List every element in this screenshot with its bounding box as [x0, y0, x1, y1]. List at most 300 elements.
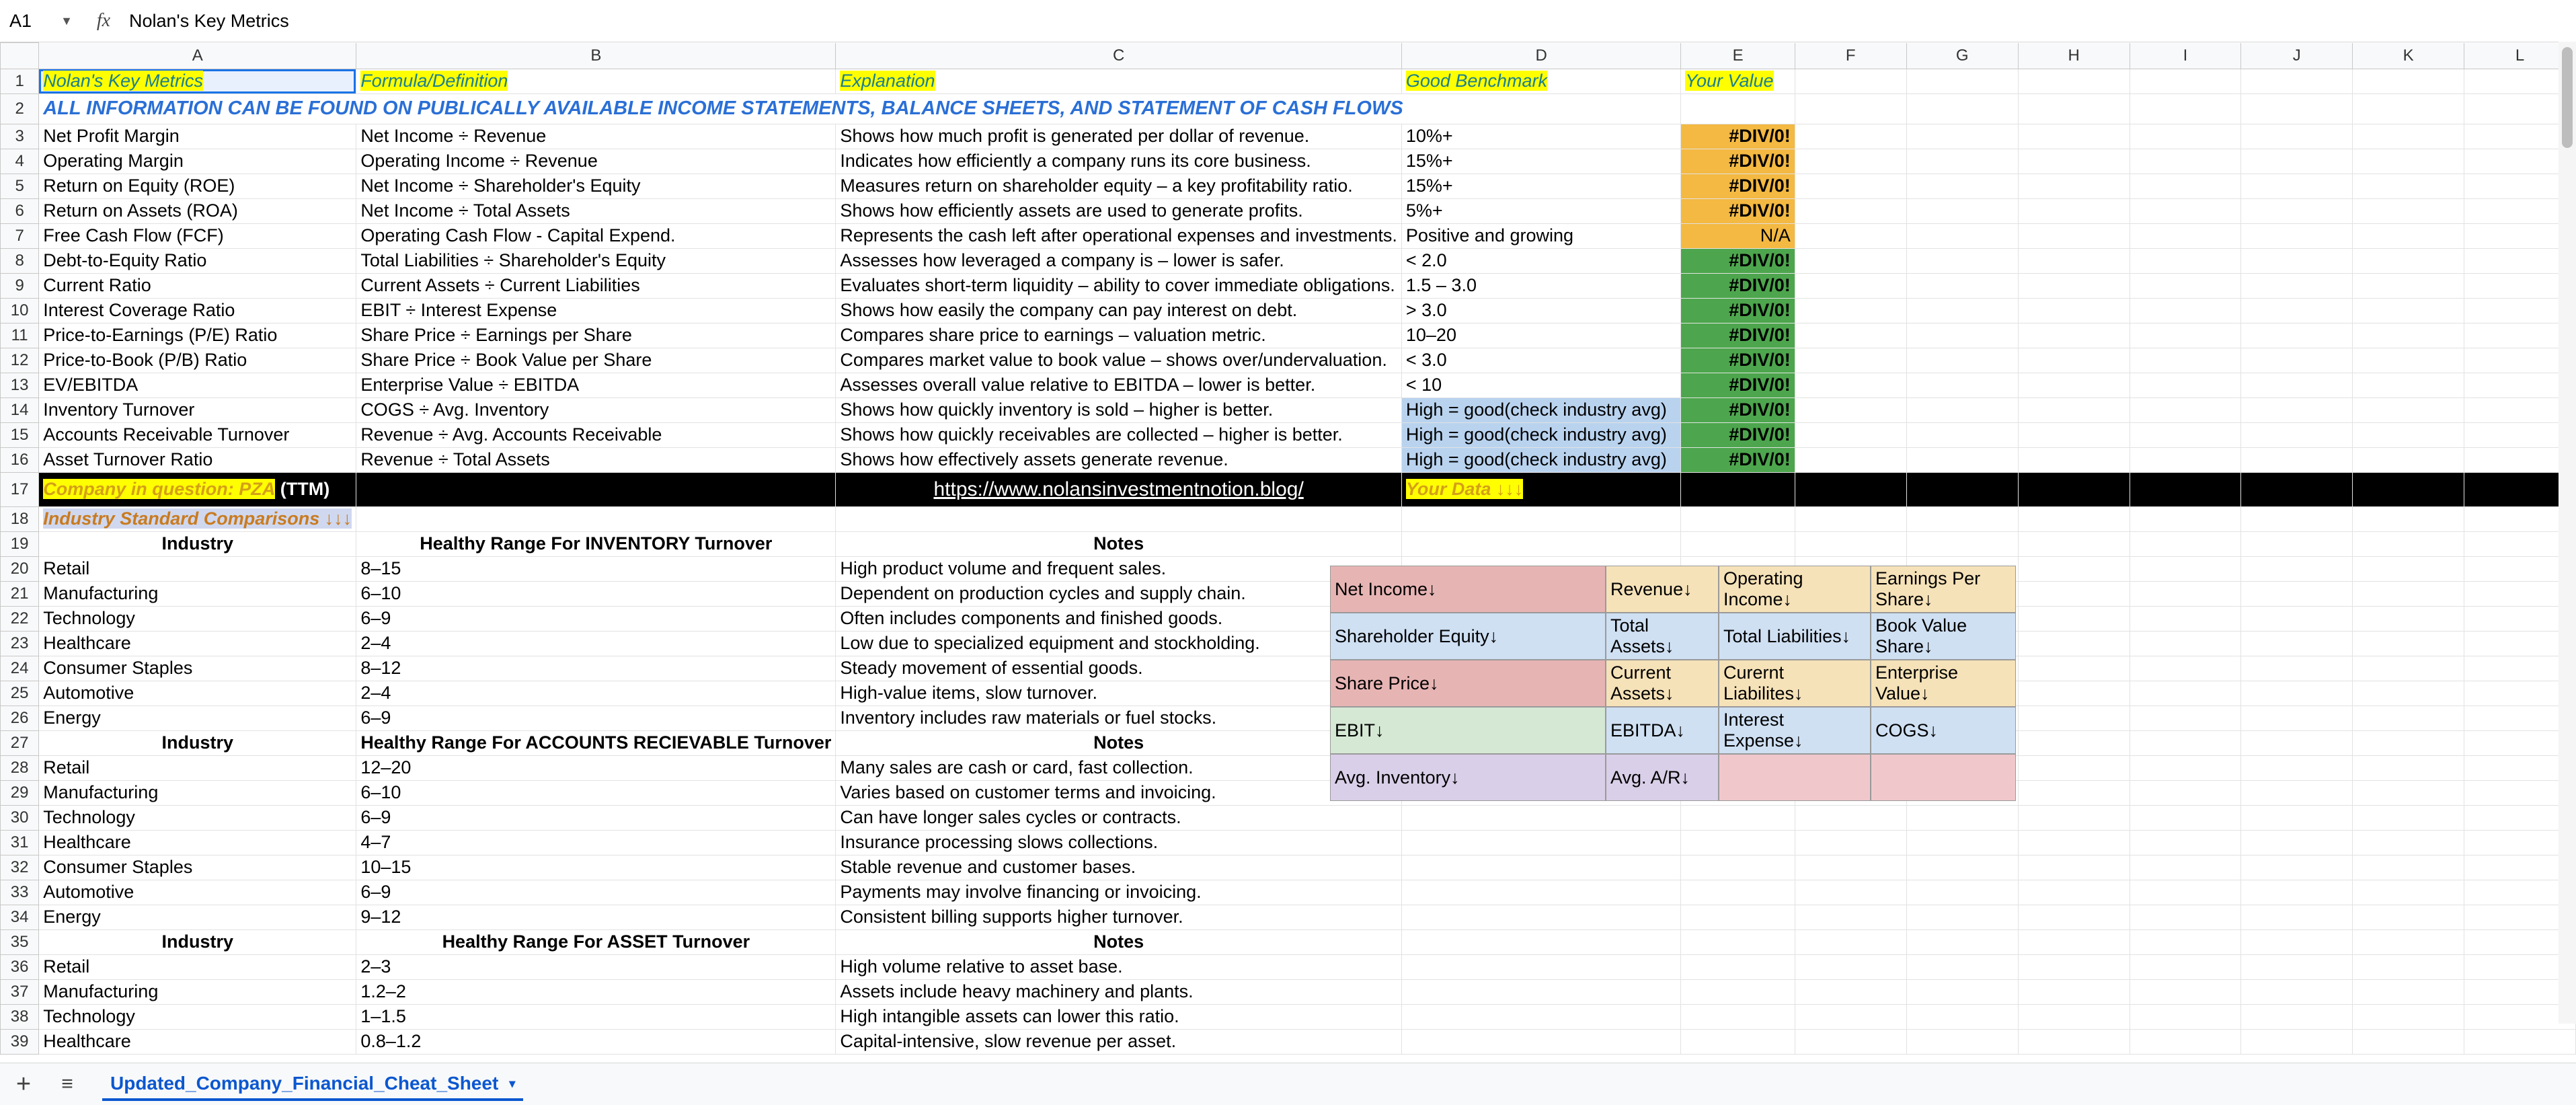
cell-f[interactable] [1795, 979, 1906, 1004]
row-header[interactable]: 15 [1, 422, 39, 447]
cell-k[interactable] [2353, 954, 2464, 979]
cell-e[interactable] [1681, 979, 1795, 1004]
cell-j[interactable] [2241, 447, 2353, 472]
cell-l[interactable] [2464, 1029, 2576, 1054]
cell-range[interactable]: 2–4 [356, 681, 836, 706]
cell-metric-formula[interactable]: Revenue ÷ Total Assets [356, 447, 836, 472]
cell-metric-formula[interactable]: Share Price ÷ Book Value per Share [356, 348, 836, 373]
cell-metric-name[interactable]: Return on Assets (ROA) [39, 198, 356, 223]
cell-metric-formula[interactable]: EBIT ÷ Interest Expense [356, 298, 836, 323]
cell-notes[interactable]: High volume relative to asset base. [836, 954, 1401, 979]
column-header-g[interactable]: G [1906, 43, 2018, 69]
cell-h[interactable] [2018, 1029, 2130, 1054]
cell-g[interactable] [1906, 348, 2018, 373]
cell-k[interactable] [2353, 273, 2464, 298]
cell-metric-value[interactable]: #DIV/0! [1681, 348, 1795, 373]
cell-e[interactable] [1681, 929, 1795, 954]
cell-k[interactable] [2353, 298, 2464, 323]
row-header[interactable]: 11 [1, 323, 39, 348]
cell-metric-value[interactable]: #DIV/0! [1681, 298, 1795, 323]
cell-metric-explanation[interactable]: Assesses overall value relative to EBITDA – lower is better. [836, 373, 1401, 397]
cell-g[interactable] [1906, 273, 2018, 298]
cell-h[interactable] [2018, 447, 2130, 472]
row-header[interactable]: 23 [1, 631, 39, 656]
cell-f[interactable] [1795, 248, 1906, 273]
cell-j[interactable] [2241, 124, 2353, 149]
cell-range[interactable]: 6–9 [356, 880, 836, 905]
cell-notes[interactable]: Consistent billing supports higher turnover. [836, 905, 1401, 929]
cell-g[interactable] [1906, 1029, 2018, 1054]
row-header[interactable]: 32 [1, 855, 39, 880]
input-cell[interactable]: Earnings Per Share↓ [1871, 566, 2016, 613]
column-header-c[interactable]: C [836, 43, 1401, 69]
section-header-notes[interactable]: Notes [836, 531, 1401, 556]
cell-h[interactable] [2018, 706, 2130, 730]
cell-notes[interactable]: Varies based on customer terms and invoicing. [836, 780, 1401, 805]
cell-h[interactable] [2018, 929, 2130, 954]
cell-d18[interactable] [1401, 506, 1681, 531]
cell-k[interactable] [2353, 198, 2464, 223]
cell-industry[interactable]: Automotive [39, 681, 356, 706]
column-header-e[interactable]: E [1681, 43, 1795, 69]
cell-f[interactable] [1795, 905, 1906, 929]
input-cell[interactable]: Enterprise Value↓ [1871, 660, 2016, 707]
cell-i[interactable] [2130, 422, 2241, 447]
cell-k[interactable] [2353, 830, 2464, 855]
cell-industry[interactable]: Healthcare [39, 1029, 356, 1054]
cell-metric-value[interactable]: #DIV/0! [1681, 422, 1795, 447]
cell-metric-value[interactable]: #DIV/0! [1681, 447, 1795, 472]
cell-k[interactable] [2353, 805, 2464, 830]
cell-industry[interactable]: Consumer Staples [39, 656, 356, 681]
cell-k[interactable] [2353, 730, 2464, 755]
cell-metric-value[interactable]: N/A [1681, 223, 1795, 248]
cell-h[interactable] [2018, 905, 2130, 929]
cell-d[interactable] [1401, 880, 1681, 905]
cell-h[interactable] [2018, 198, 2130, 223]
cell-d1[interactable] [1401, 69, 1681, 93]
cell-metric-formula[interactable]: Net Income ÷ Revenue [356, 124, 836, 149]
cell-metric-value[interactable]: #DIV/0! [1681, 149, 1795, 174]
cell-metric-name[interactable]: EV/EBITDA [39, 373, 356, 397]
cell-f2[interactable] [1795, 93, 1906, 124]
cell-i[interactable] [2130, 556, 2241, 581]
row-header[interactable]: 30 [1, 805, 39, 830]
cell-g[interactable] [1906, 929, 2018, 954]
name-box[interactable] [0, 11, 82, 32]
row-header[interactable]: 27 [1, 730, 39, 755]
cell-d[interactable] [1401, 805, 1681, 830]
row-header[interactable]: 6 [1, 198, 39, 223]
cell-j[interactable] [2241, 198, 2353, 223]
cell-k[interactable] [2353, 631, 2464, 656]
cell-notes[interactable]: Payments may involve financing or invoicing. [836, 880, 1401, 905]
cell-k[interactable] [2353, 706, 2464, 730]
cell-j[interactable] [2241, 223, 2353, 248]
cell-k[interactable] [2353, 556, 2464, 581]
cell-d[interactable] [1401, 979, 1681, 1004]
scrollbar-thumb[interactable] [2562, 47, 2573, 148]
cell-g[interactable] [1906, 422, 2018, 447]
cell-range[interactable]: 9–12 [356, 905, 836, 929]
cell-range[interactable]: 2–3 [356, 954, 836, 979]
input-cell[interactable]: Interest Expense↓ [1719, 707, 1871, 754]
cell-range[interactable]: 10–15 [356, 855, 836, 880]
cell-g[interactable] [1906, 447, 2018, 472]
cell-metric-value[interactable]: #DIV/0! [1681, 373, 1795, 397]
cell-e[interactable] [1681, 1029, 1795, 1054]
input-cell[interactable]: Operating Income↓ [1719, 566, 1871, 613]
cell-metric-formula[interactable]: Revenue ÷ Avg. Accounts Receivable [356, 422, 836, 447]
cell-metric-formula[interactable]: Current Assets ÷ Current Liabilities [356, 273, 836, 298]
cell-metric-name[interactable]: Current Ratio [39, 273, 356, 298]
input-cell[interactable]: Book Value Share↓ [1871, 613, 2016, 660]
cell-metric-explanation[interactable]: Shows how easily the company can pay interest on debt. [836, 298, 1401, 323]
row-header[interactable]: 4 [1, 149, 39, 174]
cell-e2[interactable] [1681, 93, 1795, 124]
cell-metric-name[interactable]: Asset Turnover Ratio [39, 447, 356, 472]
cell-metric-benchmark[interactable]: Positive and growing [1401, 223, 1681, 248]
cell-metric-benchmark[interactable]: 15%+ [1401, 174, 1681, 198]
cell-i[interactable] [2130, 323, 2241, 348]
cell-industry[interactable]: Healthcare [39, 830, 356, 855]
sheet-tab[interactable] [102, 1067, 523, 1101]
cell-g18[interactable] [1906, 506, 2018, 531]
input-cell[interactable]: Avg. A/R↓ [1606, 754, 1719, 801]
cell-i[interactable] [2130, 198, 2241, 223]
cell-f[interactable] [1795, 1029, 1906, 1054]
cell-j1[interactable] [2241, 69, 2353, 93]
cell-i[interactable] [2130, 880, 2241, 905]
cell-j[interactable] [2241, 905, 2353, 929]
cell-k[interactable] [2353, 855, 2464, 880]
cell-d[interactable] [1401, 929, 1681, 954]
cell-i[interactable] [2130, 348, 2241, 373]
cell-metric-name[interactable]: Price-to-Book (P/B) Ratio [39, 348, 356, 373]
cell-j[interactable] [2241, 606, 2353, 631]
cell-i1[interactable] [2130, 69, 2241, 93]
cell-k2[interactable] [2353, 93, 2464, 124]
cell-metric-value[interactable]: #DIV/0! [1681, 174, 1795, 198]
cell-k[interactable] [2353, 149, 2464, 174]
cell-g17[interactable] [1906, 472, 2018, 506]
input-cell[interactable]: EBIT↓ [1330, 707, 1606, 754]
cell-d[interactable] [1401, 954, 1681, 979]
section-header-range[interactable]: Healthy Range For ASSET Turnover [356, 929, 836, 954]
cell-k[interactable] [2353, 755, 2464, 780]
cell-g[interactable] [1906, 954, 2018, 979]
cell-h[interactable] [2018, 755, 2130, 780]
cell-i[interactable] [2130, 805, 2241, 830]
cell-i[interactable] [2130, 929, 2241, 954]
section-header-range[interactable]: Healthy Range For INVENTORY Turnover [356, 531, 836, 556]
cell-a1[interactable] [39, 69, 356, 93]
cell-industry-title[interactable] [39, 506, 356, 531]
cell-j[interactable] [2241, 149, 2353, 174]
section-header-industry[interactable]: Industry [39, 531, 356, 556]
cell-f[interactable] [1795, 348, 1906, 373]
row-header[interactable]: 26 [1, 706, 39, 730]
cell-k[interactable] [2353, 905, 2464, 929]
section-header-notes[interactable]: Notes [836, 929, 1401, 954]
cell-g[interactable] [1906, 830, 2018, 855]
cell-industry[interactable]: Retail [39, 755, 356, 780]
cell-industry[interactable]: Technology [39, 606, 356, 631]
row-header[interactable]: 24 [1, 656, 39, 681]
column-header-j[interactable]: J [2241, 43, 2353, 69]
cell-k[interactable] [2353, 606, 2464, 631]
cell-e18[interactable] [1681, 506, 1795, 531]
cell-h[interactable] [2018, 979, 2130, 1004]
cell-j[interactable] [2241, 1029, 2353, 1054]
cell-i[interactable] [2130, 149, 2241, 174]
cell-k[interactable] [2353, 373, 2464, 397]
cell-j[interactable] [2241, 348, 2353, 373]
cell-g[interactable] [1906, 855, 2018, 880]
cell-i[interactable] [2130, 273, 2241, 298]
row-header[interactable]: 36 [1, 954, 39, 979]
cell-j[interactable] [2241, 855, 2353, 880]
cell-g[interactable] [1906, 149, 2018, 174]
cell-metric-formula[interactable]: Operating Income ÷ Revenue [356, 149, 836, 174]
cell-g[interactable] [1906, 248, 2018, 273]
row-header[interactable]: 35 [1, 929, 39, 954]
cell-metric-value[interactable]: #DIV/0! [1681, 323, 1795, 348]
cell-i[interactable] [2130, 780, 2241, 805]
cell-j[interactable] [2241, 730, 2353, 755]
input-cell[interactable]: Current Assets↓ [1606, 660, 1719, 707]
cell-h[interactable] [2018, 681, 2130, 706]
cell-d[interactable] [1401, 1029, 1681, 1054]
cell-j[interactable] [2241, 631, 2353, 656]
cell-g1[interactable] [1906, 69, 2018, 93]
cell-metric-explanation[interactable]: Shows how quickly receivables are collected – higher is better. [836, 422, 1401, 447]
row-header[interactable]: 9 [1, 273, 39, 298]
cell-h[interactable] [2018, 556, 2130, 581]
cell-metric-explanation[interactable]: Measures return on shareholder equity – a key profitability ratio. [836, 174, 1401, 198]
cell-j[interactable] [2241, 273, 2353, 298]
cell-notes[interactable]: Often includes components and finished goods. [836, 606, 1401, 631]
input-cell[interactable]: Share Price↓ [1330, 660, 1606, 707]
cell-metric-benchmark[interactable]: 10%+ [1401, 124, 1681, 149]
cell-k[interactable] [2353, 174, 2464, 198]
cell-j[interactable] [2241, 1004, 2353, 1029]
cell-k[interactable] [2353, 323, 2464, 348]
cell-f[interactable] [1795, 880, 1906, 905]
cell-metric-explanation[interactable]: Evaluates short-term liquidity – ability to cover immediate obligations. [836, 273, 1401, 298]
row-header[interactable]: 7 [1, 223, 39, 248]
cell-i[interactable] [2130, 905, 2241, 929]
cell-k18[interactable] [2353, 506, 2464, 531]
cell-industry[interactable]: Technology [39, 1004, 356, 1029]
cell-metric-explanation[interactable]: Compares market value to book value – shows over/undervaluation. [836, 348, 1401, 373]
cell-i[interactable] [2130, 397, 2241, 422]
cell-j[interactable] [2241, 805, 2353, 830]
input-cell[interactable]: COGS↓ [1871, 707, 2016, 754]
row-header[interactable]: 34 [1, 905, 39, 929]
cell-i[interactable] [2130, 656, 2241, 681]
cell-e[interactable] [1681, 880, 1795, 905]
cell-metric-formula[interactable]: COGS ÷ Avg. Inventory [356, 397, 836, 422]
input-cell[interactable]: Total Assets↓ [1606, 613, 1719, 660]
cell-h[interactable] [2018, 606, 2130, 631]
cell-range[interactable]: 4–7 [356, 830, 836, 855]
cell-i[interactable] [2130, 979, 2241, 1004]
cell-k[interactable] [2353, 447, 2464, 472]
cell-g[interactable] [1906, 198, 2018, 223]
cell-j[interactable] [2241, 397, 2353, 422]
cell-j[interactable] [2241, 174, 2353, 198]
input-cell[interactable] [1719, 754, 1871, 801]
cell-f[interactable] [1795, 149, 1906, 174]
cell-k[interactable] [2353, 780, 2464, 805]
cell-h[interactable] [2018, 631, 2130, 656]
cell-metric-formula[interactable]: Net Income ÷ Shareholder's Equity [356, 174, 836, 198]
cell-f[interactable] [1795, 373, 1906, 397]
cell-metric-benchmark[interactable]: 10–20 [1401, 323, 1681, 348]
input-cell[interactable]: Revenue↓ [1606, 566, 1719, 613]
cell-g[interactable] [1906, 174, 2018, 198]
cell-industry[interactable]: Manufacturing [39, 979, 356, 1004]
cell-metric-benchmark[interactable]: 15%+ [1401, 149, 1681, 174]
row-header[interactable]: 22 [1, 606, 39, 631]
cell-metric-name[interactable]: Accounts Receivable Turnover [39, 422, 356, 447]
cell-f[interactable] [1795, 929, 1906, 954]
cell-f18[interactable] [1795, 506, 1906, 531]
cell-h2[interactable] [2018, 93, 2130, 124]
cell-e[interactable] [1681, 805, 1795, 830]
cell-d[interactable] [1401, 905, 1681, 929]
cell-j[interactable] [2241, 755, 2353, 780]
cell-metric-benchmark[interactable]: 5%+ [1401, 198, 1681, 223]
cell-notes[interactable]: Can have longer sales cycles or contracts. [836, 805, 1401, 830]
cell-industry[interactable]: Retail [39, 556, 356, 581]
cell-g[interactable] [1906, 531, 2018, 556]
input-cell[interactable]: Total Liabilities↓ [1719, 613, 1871, 660]
column-header-h[interactable]: H [2018, 43, 2130, 69]
cell-g[interactable] [1906, 323, 2018, 348]
cell-metric-formula[interactable]: Net Income ÷ Total Assets [356, 198, 836, 223]
cell-j[interactable] [2241, 556, 2353, 581]
cell-h[interactable] [2018, 348, 2130, 373]
cell-h[interactable] [2018, 223, 2130, 248]
cell-h[interactable] [2018, 656, 2130, 681]
cell-metric-benchmark[interactable]: High = good(check industry avg) [1401, 397, 1681, 422]
cell-j[interactable] [2241, 581, 2353, 606]
cell-k[interactable] [2353, 248, 2464, 273]
cell-h[interactable] [2018, 149, 2130, 174]
cell-metric-explanation[interactable]: Assesses how leveraged a company is – lower is safer. [836, 248, 1401, 273]
row-header[interactable]: 16 [1, 447, 39, 472]
cell-your-data[interactable] [1401, 472, 1681, 506]
cell-i[interactable] [2130, 124, 2241, 149]
cell-d[interactable] [1401, 830, 1681, 855]
cell-i[interactable] [2130, 248, 2241, 273]
cell-i[interactable] [2130, 223, 2241, 248]
cell-range[interactable]: 6–9 [356, 706, 836, 730]
cell-g2[interactable] [1906, 93, 2018, 124]
row-header[interactable]: 2 [1, 93, 39, 124]
column-header-i[interactable]: I [2130, 43, 2241, 69]
chevron-down-icon[interactable]: ▼ [61, 13, 73, 28]
cell-g[interactable] [1906, 223, 2018, 248]
cell-metric-explanation[interactable]: Represents the cash left after operational expenses and investments. [836, 223, 1401, 248]
cell-b17[interactable] [356, 472, 836, 506]
section-header-industry[interactable]: Industry [39, 929, 356, 954]
cell-industry[interactable]: Technology [39, 805, 356, 830]
cell-metric-name[interactable]: Free Cash Flow (FCF) [39, 223, 356, 248]
cell-f[interactable] [1795, 124, 1906, 149]
cell-j[interactable] [2241, 298, 2353, 323]
cell-f[interactable] [1795, 174, 1906, 198]
row-header[interactable]: 31 [1, 830, 39, 855]
cell-j[interactable] [2241, 656, 2353, 681]
cell-metric-explanation[interactable]: Compares share price to earnings – valuation metric. [836, 323, 1401, 348]
row-header[interactable]: 19 [1, 531, 39, 556]
cell-i[interactable] [2130, 730, 2241, 755]
column-header-b[interactable]: B [356, 43, 836, 69]
cell-h[interactable] [2018, 323, 2130, 348]
row-header[interactable]: 39 [1, 1029, 39, 1054]
column-header-f[interactable]: F [1795, 43, 1906, 69]
cell-f[interactable] [1795, 830, 1906, 855]
cell-i[interactable] [2130, 581, 2241, 606]
cell-industry[interactable]: Healthcare [39, 631, 356, 656]
cell-b1[interactable] [356, 69, 836, 93]
cell-h[interactable] [2018, 373, 2130, 397]
cell-metric-formula[interactable]: Enterprise Value ÷ EBITDA [356, 373, 836, 397]
cell-range[interactable]: 1–1.5 [356, 1004, 836, 1029]
cell-f1[interactable] [1795, 69, 1906, 93]
cell-d[interactable] [1401, 531, 1681, 556]
cell-h18[interactable] [2018, 506, 2130, 531]
cell-notes[interactable]: Low due to specialized equipment and stockholding. [836, 631, 1401, 656]
cell-f[interactable] [1795, 223, 1906, 248]
cell-h[interactable] [2018, 1004, 2130, 1029]
cell-range[interactable]: 0.8–1.2 [356, 1029, 836, 1054]
cell-f17[interactable] [1795, 472, 1906, 506]
cell-h[interactable] [2018, 830, 2130, 855]
cell-notes[interactable]: Many sales are cash or card, fast collection. [836, 755, 1401, 780]
cell-c18[interactable] [836, 506, 1401, 531]
cell-h[interactable] [2018, 124, 2130, 149]
cell-h[interactable] [2018, 880, 2130, 905]
cell-metric-benchmark[interactable]: < 2.0 [1401, 248, 1681, 273]
cell-metric-explanation[interactable]: Indicates how efficiently a company runs its core business. [836, 149, 1401, 174]
row-header[interactable]: 38 [1, 1004, 39, 1029]
cell-f[interactable] [1795, 273, 1906, 298]
cell-g[interactable] [1906, 805, 2018, 830]
cell-f[interactable] [1795, 447, 1906, 472]
cell-i[interactable] [2130, 954, 2241, 979]
row-header[interactable]: 25 [1, 681, 39, 706]
cell-g[interactable] [1906, 124, 2018, 149]
cell-g[interactable] [1906, 979, 2018, 1004]
cell-j[interactable] [2241, 373, 2353, 397]
all-sheets-icon[interactable]: ≡ [61, 1073, 73, 1095]
cell-j[interactable] [2241, 681, 2353, 706]
cell-industry[interactable]: Retail [39, 954, 356, 979]
row-header[interactable]: 5 [1, 174, 39, 198]
cell-metric-value[interactable]: #DIV/0! [1681, 248, 1795, 273]
cell-f[interactable] [1795, 198, 1906, 223]
cell-g[interactable] [1906, 397, 2018, 422]
cell-i[interactable] [2130, 174, 2241, 198]
cell-k17[interactable] [2353, 472, 2464, 506]
cell-h[interactable] [2018, 954, 2130, 979]
cell-g[interactable] [1906, 880, 2018, 905]
cell-notes[interactable]: High product volume and frequent sales. [836, 556, 1401, 581]
